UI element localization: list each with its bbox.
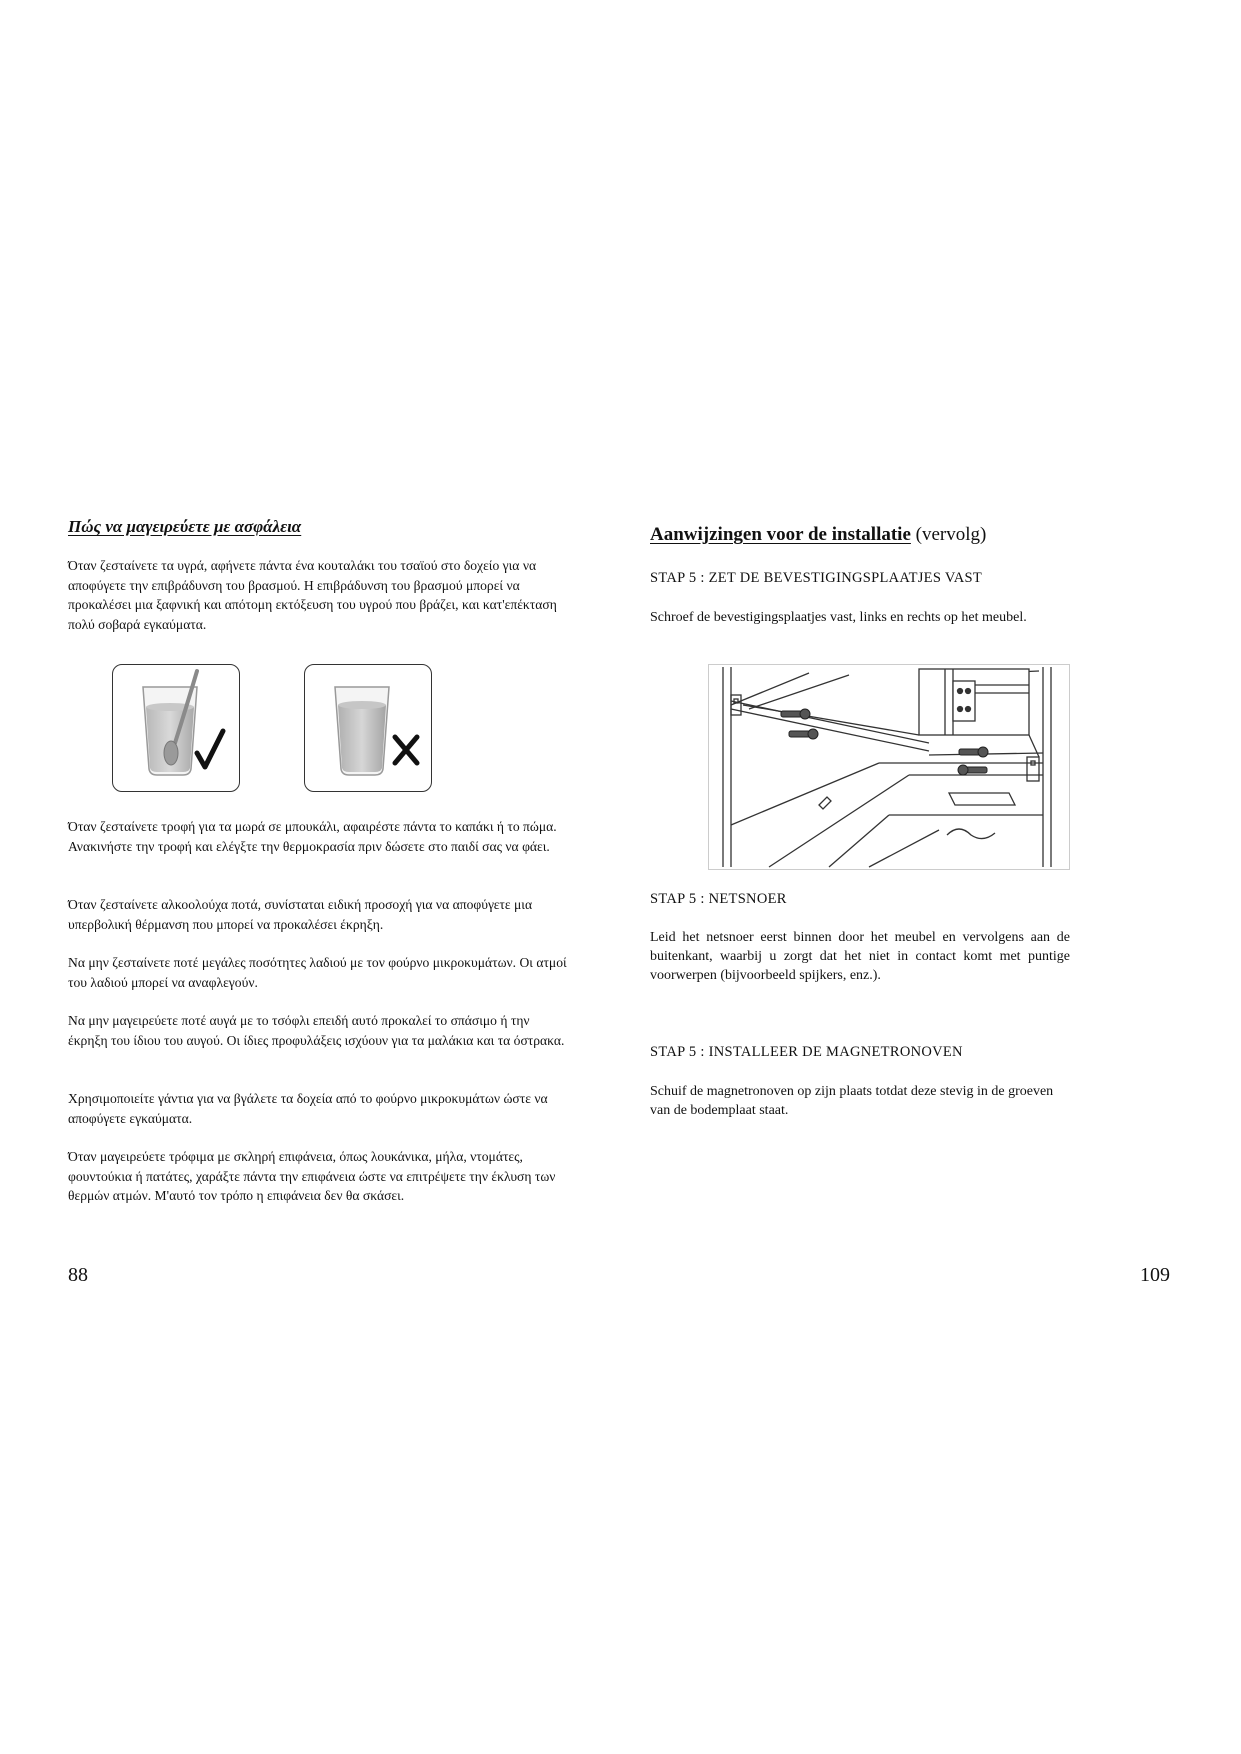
hard-surface-paragraph: Όταν μαγειρεύετε τρόφιμα με σκληρή επιφάνεια, όπως λουκάνικα, μήλα, ντομάτες, φουντούκια ή πατάτες, χαράξτε πάντα την επιφάνεια ώστε να επιτρέψετε την έκλυση των θερμών ατμών. Μ'αυτό τον τρόπο η επιφάνεια δεν θα σκάσει. bbox=[68, 1149, 556, 1203]
alcohol-paragraph: Όταν ζεσταίνετε αλκοολούχα ποτά, συνίσταται ειδική προσοχή για να αποφύγετε μια υπερβολική θέρμανση που μπορεί να προκαλέσει έκρηξη. bbox=[68, 897, 533, 932]
step1-text: Schroef de bevestigingsplaatjes vast, links en rechts op het meubel. bbox=[650, 610, 1027, 625]
installation-title: Aanwijzingen voor de installatie bbox=[650, 524, 911, 545]
mounting-bracket-installation-diagram-icon bbox=[709, 665, 1069, 869]
intro-paragraph: Όταν ζεσταίνετε τα υγρά, αφήνετε πάντα ένα κουταλάκι του τσαϊού στο δοχείο για να αποφύγετε την επιβράδυνση του βρασμού. Η επιβράδυνση του βρασμού μπορεί να προκαλέσει μια ξαφνική και απότομη εκτόξευση του υγρού που βράζει, και κατ'επέκταση πολύ σοβαρά εγκαύματα. bbox=[68, 558, 557, 632]
step2-text: Leid het netsnoer eerst binnen door het meubel en vervolgens aan de buitenkant, waarbij u zorgt dat het niet in contact komt met puntige voorwerpen (bijvoorbeeld spijkers, enz.). bbox=[650, 930, 1070, 983]
right-page-number: 109 bbox=[1140, 1264, 1170, 1286]
eggs-paragraph: Να μην μαγειρεύετε ποτέ αυγά με το τσόφλι επειδή αυτό προκαλεί το σπάσιμο ή την έκρηξη του ίδιου του αυγού. Οι ίδιες προφυλάξεις ισχύουν για τα μαλάκια και τα όστρακα. bbox=[68, 1013, 565, 1048]
step1-title: STAP 5 : ZET DE BEVESTIGINGSPLAATJES VAST bbox=[650, 570, 983, 586]
left-page-number: 88 bbox=[68, 1264, 88, 1286]
step3-title: STAP 5 : INSTALLEER DE MAGNETRONOVEN bbox=[650, 1044, 963, 1060]
bracket-installation-diagram bbox=[708, 664, 1070, 870]
gloves-paragraph: Χρησιμοποιείτε γάντια για να βγάλετε τα δοχεία από το φούρνο μικροκυμάτων ώστε να αποφύγετε εγκαύματα. bbox=[68, 1091, 548, 1126]
left-page-title: Πώς να μαγειρεύετε με ασφάλεια bbox=[68, 517, 302, 536]
right-page-title bbox=[650, 524, 986, 546]
step3-text: Schuif de magnetronoven op zijn plaats totdat deze stevig in de groeven van de bodemplaat staat. bbox=[650, 1084, 1054, 1118]
glass-without-spoon-cross-icon bbox=[305, 665, 431, 791]
step2-title: STAP 5 : NETSNOER bbox=[650, 891, 787, 907]
oil-paragraph: Να μην ζεσταίνετε ποτέ μεγάλες ποσότητες λαδιού με τον φούρνο μικροκυμάτων. Οι ατμοί του λαδιού μπορεί να αναφλεγούν. bbox=[68, 955, 567, 990]
correct-glass-image bbox=[112, 664, 240, 792]
title-suffix: (vervolg) bbox=[915, 524, 987, 545]
wrong-glass-image bbox=[304, 664, 432, 792]
glass-with-spoon-checkmark-icon bbox=[113, 665, 239, 791]
baby-food-paragraph: Όταν ζεσταίνετε τροφή για τα μωρά σε μπουκάλι, αφαιρέστε πάντα το καπάκι ή το πώμα. Ανακινήστε την τροφή και ελέγξτε την θερμοκρασία πριν δώσετε στο παιδί σας να φάει. bbox=[68, 819, 557, 854]
